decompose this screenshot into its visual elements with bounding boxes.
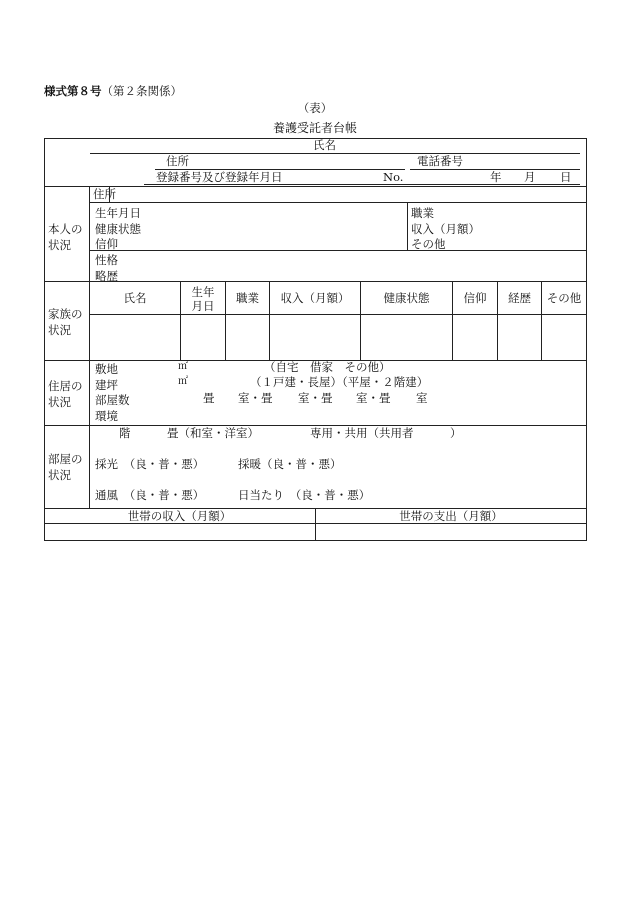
structure-options: （１戸建・長屋）（平屋・２階建） [250,375,429,389]
label-column-line [89,186,90,509]
page-title: 養護受託者台帳 [272,121,357,135]
belief-label: 信仰 [95,237,118,251]
ventilation-label: 通風 （良・普・悪） [95,488,205,502]
side-label: （表） [297,101,333,115]
address-label: 住所 [166,154,189,168]
family-header-other: その他 [546,291,582,305]
form-number-label: 様式第８号 [44,84,102,98]
family-section-top-line [44,281,586,282]
year-label: 年 [490,170,502,184]
other-label: その他 [411,237,446,251]
personal-fields-bottom-line [89,250,586,251]
family-header-job: 職業 [236,291,259,305]
history-label: 略歴 [95,268,118,283]
family-header-income: 収入（月額） [280,291,350,305]
site-label: 敷地 [95,362,118,376]
phone-label: 電話番号 [417,154,463,168]
family-header-belief: 信仰 [463,291,487,305]
ledger-table-border [44,138,587,541]
job-label: 職業 [411,206,434,220]
day-label: 日 [560,170,572,184]
heating-label: 採暖（良・普・悪） [238,457,342,471]
rooms-unit-2: 室・畳 [238,391,273,405]
usage-close: ） [450,426,462,440]
light-label: 採光 （良・普・悪） [95,457,205,471]
family-header-bottom-line [89,314,586,315]
character-label: 性格 [95,253,118,267]
personal-left-fields [95,206,141,253]
month-label: 月 [524,170,536,184]
health-label: 健康状態 [95,221,141,236]
building-label: 建坪 [95,377,118,392]
address-cell-line [109,186,110,202]
registration-underline [144,184,580,185]
household-expense-header: 世帯の支出（月額） [399,509,503,523]
personal-address-label: 住所 [93,187,116,201]
rooms-unit-1: 畳 [203,391,215,405]
family-header-career: 経歴 [508,291,531,305]
rooms-unit-3: 室・畳 [298,391,333,405]
personal-address-bottom-line [89,202,586,203]
rooms-label: 部屋数 [95,393,130,407]
building-unit: ㎡ [178,376,188,387]
floor-label: 階 [119,426,131,440]
household-income-header: 世帯の収入（月額） [127,509,232,523]
form-relation: （第２条関係） [101,84,182,98]
site-unit: ㎡ [178,361,188,372]
room-section-label: 部屋の 状況 [48,452,83,482]
registration-label: 登録番号及び登録年月日 [156,170,283,184]
rooms-unit-5: 室 [416,391,428,405]
family-header-name: 氏名 [123,291,147,305]
personal-character-fields [95,253,118,284]
form-number [44,86,182,98]
housing-section-label: 住居の 状況 [48,379,83,409]
personal-section-top-line [44,186,586,187]
name-label: 氏名 [313,138,336,152]
name-underline [90,153,580,154]
usage-label: 専用・共用（共用者 [310,426,414,440]
rooms-unit-4: 室・畳 [356,391,391,405]
ownership-options: （自宅 借家 その他） [264,360,391,374]
family-header-health: 健康状態 [383,291,430,305]
personal-mid-line [407,202,408,250]
income-label: 収入（月額） [411,221,480,236]
family-header-birth: 生年 月日 [191,285,215,313]
environment-label: 環境 [95,408,118,423]
personal-right-fields [411,206,480,253]
family-section-label: 家族の 状況 [48,307,83,337]
no-label: No. [383,170,404,184]
sunlight-label: 日当たり （良・普・悪） [238,488,371,502]
personal-section-label: 本人の 状況 [48,222,83,252]
birthdate-label: 生年月日 [95,206,141,220]
tatami-label: 畳（和室・洋室） [167,426,259,440]
housing-fields [95,362,130,424]
